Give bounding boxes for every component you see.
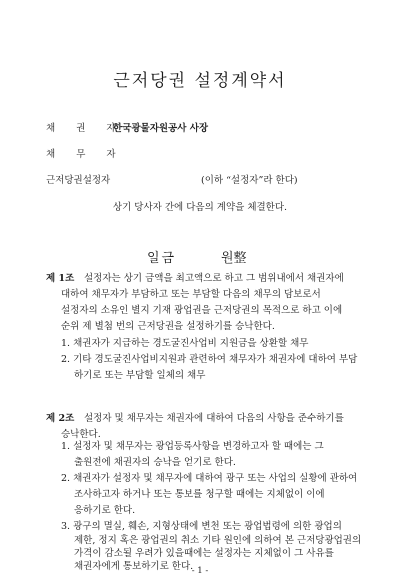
- amount-label: 일금: [147, 251, 177, 266]
- article-2-item: 3. 광구의 멸실, 훼손, 지형상태에 변천 또는 광업법령에 의한 광업의: [61, 521, 342, 532]
- article-1-item: 1. 채권자가 지급하는 경도굴진사업비 지원금을 상환할 채무: [61, 338, 309, 349]
- article-1-line: 순위 제 별첨 번의 근저당권을 설정하기를 승낙한다.: [61, 321, 275, 332]
- article-2-item: 조사하고자 하거나 또는 통보를 청구할 때에는 지체없이 이에: [74, 489, 325, 500]
- article-1-heading: [46, 270, 74, 284]
- article-2-item: 응하기로 한다.: [74, 505, 136, 516]
- article-2-number: 제 2조: [46, 413, 75, 424]
- debtor-label: 채 무 자: [46, 149, 125, 160]
- setter-note: (이하 “설정자”라 한다): [201, 175, 298, 186]
- article-2-heading: [46, 410, 74, 424]
- article-1-item: 2. 기타 경도굴진사업비지원과 관련하여 채무자가 채권자에 대하여 부담: [61, 354, 358, 365]
- article-2-item: 1. 설정자 및 채무자는 광업등록사항을 변경하고자 할 때에는 그: [61, 441, 324, 452]
- creditor-label: 채 권 자: [46, 123, 125, 134]
- debtor-row: [46, 146, 125, 160]
- article-2-line: 설정자 및 채무자는 채권자에 대하여 다음의 사항을 준수하기를: [84, 413, 344, 424]
- article-2-item: 채권자에게 통보하기로 한다.: [74, 561, 194, 572]
- setter-label: 근저당권설정자: [46, 175, 111, 186]
- intro-text: 상기 당사자 간에 다음의 계약을 체결한다.: [112, 202, 288, 213]
- creditor-name: 한국광물자원공사 사장: [113, 123, 209, 134]
- setter-row: [46, 172, 366, 186]
- article-2-item: 제한, 정지 혹은 광업권의 취소 기타 원인에 의하여 본 근저당광업권의: [74, 535, 362, 546]
- article-1-line: 설정자의 소유인 별지 기재 광업권을 근저당권의 목적으로 하고 이에: [61, 305, 343, 316]
- page-number: - 1 -: [191, 566, 209, 576]
- creditor-row: [46, 120, 209, 134]
- article-2-line: 승낙한다.: [61, 429, 101, 440]
- article-2-item: 가격이 감소될 우려가 있을때에는 설정자는 지체없이 그 사유를: [74, 548, 334, 559]
- article-1-line: 설정자는 상기 금액을 최고액으로 하고 그 범위내에서 채권자에: [84, 273, 344, 284]
- article-2-item: 출원전에 채권자의 승낙을 얻기로 한다.: [74, 457, 236, 468]
- amount-unit: 원整: [221, 251, 247, 266]
- article-2-item: 2. 채권자가 설정자 및 채무자에 대하여 광구 또는 사업의 실황에 관하여: [61, 473, 358, 484]
- document-title: 근저당권 설정계약서: [113, 71, 287, 91]
- article-1-line: 대하여 채무자가 부담하고 또는 부담할 다음의 채무의 담보로서: [61, 289, 321, 300]
- article-1-item: 하기로 또는 부담할 일체의 채무: [74, 370, 206, 381]
- article-1-number: 제 1조: [46, 273, 75, 284]
